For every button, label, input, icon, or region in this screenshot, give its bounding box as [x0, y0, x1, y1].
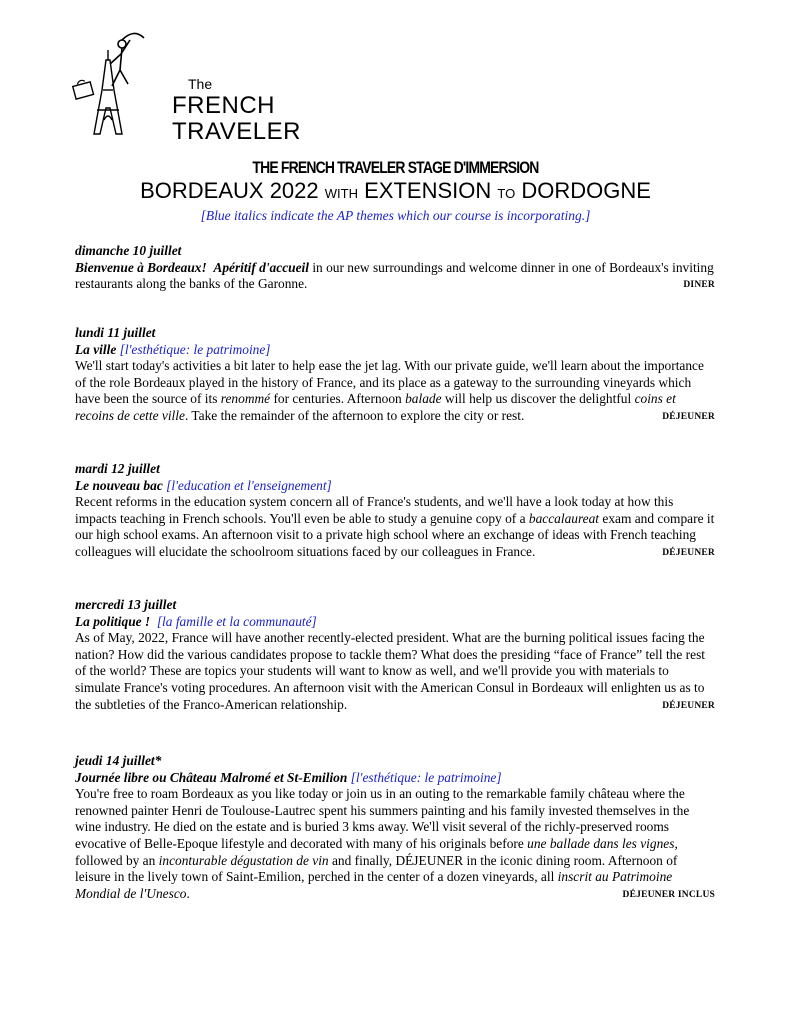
meal-label: DÉJEUNER: [662, 411, 715, 422]
day-heading: La ville: [75, 341, 117, 357]
day-text: As of May, 2022, France will have another recently-elected president. What are the burning political issues facing the nation? How did the various candidates propose to tackle them? What does the presiding “face of France” tell the rest of the world? These are topics your students will want to know as well, and we'll provide you with materials to simulate France's voting procedures. An afternoon visit with the American Consul in Bordeaux will enlighten us as to the subtleties of the Franco-American relationship.: [75, 630, 706, 712]
day-entry-10-juillet: [75, 243, 715, 294]
day-description: [75, 786, 715, 902]
day-description: [75, 494, 715, 560]
subtitle-to: TO: [497, 186, 516, 201]
subtitle-with: WITH: [324, 186, 358, 201]
day-heading-line: [75, 614, 715, 631]
day-entry-11-juillet: [75, 325, 715, 426]
document-subtitle: [0, 178, 791, 204]
meal-label: DÉJEUNER INCLUS: [622, 889, 715, 900]
day-heading: Le nouveau bac: [75, 477, 163, 493]
day-date: mercredi 13 juillet: [75, 597, 177, 612]
day-date: lundi 11 juillet: [75, 325, 156, 340]
meal-label: DINER: [683, 280, 715, 291]
day-text-italic: inconturable dégustation de vin: [158, 852, 329, 868]
day-heading-line: [75, 478, 715, 495]
subtitle-bordeaux: BORDEAUX 2022: [140, 178, 319, 203]
day-text: in our new surroundings and welcome dinner in one of Bordeaux's inviting restaurants along the banks of the Garonne.: [75, 259, 714, 292]
logo-traveler: TRAVELER: [172, 118, 301, 145]
day-text: .: [186, 885, 190, 901]
day-date: mardi 12 juillet: [75, 461, 160, 476]
ap-theme: [l'esthétique: le patrimoine]: [350, 769, 502, 785]
day-text-italic: inscrit au Patrimoine Mondial de l'Unesco: [75, 869, 673, 901]
day-text-italic: une ballade dans les vignes: [527, 835, 675, 851]
day-text: exam and compare it our high school exams. An afternoon visit to a private high school where an exchange of ideas with French teaching colleagues will elucidate the schoolroom situations faced by our colleagues in France.: [75, 510, 715, 559]
subtitle-extension: EXTENSION: [364, 178, 492, 203]
day-entry-14-juillet: [75, 753, 715, 903]
meal-label: DÉJEUNER: [662, 547, 715, 558]
day-text: We'll start today's activities a bit later to help ease the jet lag. With our private guide, we'll learn about the importance of the role Bordeaux played in the history of France, and its place as a gateway to the surrounding vineyards which have been the source of its: [75, 358, 704, 407]
day-text: . Take the remainder of the afternoon to explore the city or rest.: [184, 407, 525, 423]
day-description: [75, 260, 715, 293]
day-heading-line: [75, 342, 715, 359]
day-text: for centuries. Afternoon: [270, 391, 406, 407]
document-title: THE FRENCH TRAVELER STAGE D'IMMERSION: [252, 158, 539, 177]
subtitle-dordogne: DORDOGNE: [521, 178, 651, 203]
ap-theme: [l'esthétique: le patrimoine]: [119, 341, 271, 357]
meal-label: DÉJEUNER: [662, 700, 715, 711]
eiffel-tower-traveler-icon: [60, 30, 180, 140]
day-text-italic: coins et recoins de cette ville: [75, 391, 676, 423]
day-heading-2: Apéritif d'accueil: [213, 259, 309, 275]
day-text: Recent reforms in the education system concern all of France's students, and we'll have a look today at how this impacts teaching in French schools. You'll even be able to study a genuine copy of a: [75, 494, 674, 526]
theme-note: [Blue italics indicate the AP themes which our course is incorporating.]: [200, 208, 591, 223]
day-entry-12-juillet: [75, 461, 715, 562]
day-heading: Bienvenue à Bordeaux!: [75, 259, 207, 275]
day-description: [75, 358, 715, 424]
logo: [60, 30, 301, 145]
day-heading: Journée libre ou Château Malromé et St-Emilion: [75, 769, 348, 785]
day-text-italic: renommé: [220, 391, 271, 407]
day-description: [75, 630, 715, 713]
day-text-italic: balade: [405, 391, 442, 407]
day-text: You're free to roam Bordeaux as you like today or join us in an outing to the remarkable family château where the renowned painter Henri de Toulouse-Lautrec spent his summers painting and his family invested themselves in the wine industry. He died on the estate and is buried 3 kms away. We'll visit several of the richly-preserved rooms evocative of Belle-Epoque lifestyle and decorated with many of his originals before: [75, 786, 690, 851]
logo-french: FRENCH: [172, 92, 275, 119]
day-text-italic: baccalaureat: [528, 510, 600, 526]
day-text: and finally, DÉJEUNER in the iconic dining room. Afternoon of leisure in the lively town of Saint-Emilion, perched in the center of a dozen vineyards, all: [75, 852, 678, 885]
day-text: , followed by an: [75, 835, 678, 868]
day-date: jeudi 14 juillet*: [75, 753, 162, 768]
ap-theme: [la famille et la communauté]: [156, 613, 317, 629]
day-text: will help us discover the delightful: [441, 391, 635, 407]
day-date: dimanche 10 juillet: [75, 243, 182, 258]
ap-theme: [l'education et l'enseignement]: [166, 477, 332, 493]
logo-the: The: [188, 76, 213, 92]
day-heading: La politique !: [75, 613, 151, 629]
day-entry-13-juillet: [75, 597, 715, 714]
day-heading-line: [75, 770, 715, 787]
